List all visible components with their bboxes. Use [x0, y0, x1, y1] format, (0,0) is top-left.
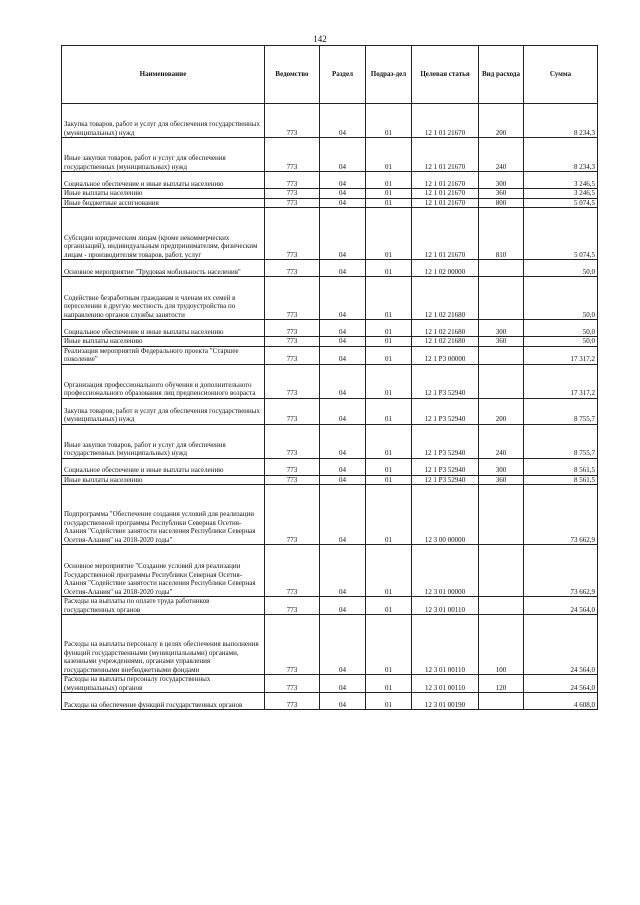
row-name-cell: Иные выплаты населению [62, 475, 265, 485]
row-department-cell: 773 [265, 138, 320, 172]
row-section-cell: 04 [320, 545, 366, 597]
table-row [62, 364, 598, 398]
row-target-article-cell: 12 3 01 00110 [412, 615, 479, 675]
row-expense-type-cell: 360 [479, 337, 524, 347]
table-row [62, 337, 598, 347]
row-department-cell: 773 [265, 364, 320, 398]
row-department-cell: 773 [265, 693, 320, 710]
header-department: Ведомство [265, 46, 320, 104]
row-amount-cell: 8 755,7 [524, 424, 598, 458]
row-expense-type-cell: 800 [479, 198, 524, 208]
table-row [62, 615, 598, 675]
header-row [62, 46, 598, 104]
row-department-cell: 773 [265, 458, 320, 475]
row-section-cell: 04 [320, 189, 366, 199]
row-subsection-cell: 01 [366, 364, 412, 398]
row-target-article-cell: 12 1 01 21670 [412, 198, 479, 208]
row-amount-cell: 3 246,5 [524, 189, 598, 199]
row-amount-cell: 8 561,5 [524, 475, 598, 485]
table-row [62, 458, 598, 475]
row-target-article-cell: 12 1 02 21680 [412, 277, 479, 320]
row-target-article-cell: 12 1 P3 52940 [412, 475, 479, 485]
row-subsection-cell: 01 [366, 485, 412, 545]
row-name-cell: Иные выплаты населению [62, 189, 265, 199]
row-name-cell: Социальное обеспечение и иные выплаты населению [62, 172, 265, 189]
row-department-cell: 773 [265, 337, 320, 347]
row-department-cell: 773 [265, 545, 320, 597]
row-target-article-cell: 12 3 01 00110 [412, 675, 479, 693]
row-name-cell: Расходы на выплаты персоналу государственных (муниципальных) органов [62, 675, 265, 693]
row-department-cell: 773 [265, 346, 320, 364]
row-subsection-cell: 01 [366, 277, 412, 320]
row-target-article-cell: 12 1 02 21680 [412, 337, 479, 347]
row-department-cell: 773 [265, 398, 320, 424]
row-name-cell: Реализация мероприятий Федерального проекта "Старшее поколение" [62, 346, 265, 364]
row-section-cell: 04 [320, 198, 366, 208]
row-expense-type-cell: 360 [479, 189, 524, 199]
row-name-cell: Содействие безработным гражданам и членам их семей в переселении в другую местность для трудоустройства по направлению органов службы занятости [62, 277, 265, 320]
row-name-cell: Закупка товаров, работ и услуг для обеспечения государственных (муниципальных) нужд [62, 398, 265, 424]
row-name-cell: Иные закупки товаров, работ и услуг для обеспечения государственных (муниципальных) нужд [62, 138, 265, 172]
row-amount-cell: 24 564,0 [524, 597, 598, 615]
row-name-cell: Основное мероприятие "Трудовая мобильность населения" [62, 260, 265, 277]
row-department-cell: 773 [265, 208, 320, 260]
row-target-article-cell: 12 3 01 00190 [412, 693, 479, 710]
row-subsection-cell: 01 [366, 320, 412, 337]
table-row [62, 424, 598, 458]
row-amount-cell: 8 561,5 [524, 458, 598, 475]
table-row [62, 475, 598, 485]
row-amount-cell: 24 564,0 [524, 615, 598, 675]
row-expense-type-cell [479, 485, 524, 545]
row-amount-cell: 3 246,5 [524, 172, 598, 189]
row-expense-type-cell [479, 597, 524, 615]
row-department-cell: 773 [265, 198, 320, 208]
row-name-cell: Иные выплаты населению [62, 337, 265, 347]
table-row [62, 320, 598, 337]
row-section-cell: 04 [320, 104, 366, 138]
row-section-cell: 04 [320, 475, 366, 485]
row-expense-type-cell: 360 [479, 475, 524, 485]
table-row [62, 693, 598, 710]
row-subsection-cell: 01 [366, 172, 412, 189]
row-section-cell: 04 [320, 693, 366, 710]
table-row [62, 260, 598, 277]
row-amount-cell: 17 317,2 [524, 364, 598, 398]
table-row [62, 675, 598, 693]
row-section-cell: 04 [320, 597, 366, 615]
budget-table [61, 45, 598, 710]
row-amount-cell: 50,0 [524, 337, 598, 347]
row-expense-type-cell: 300 [479, 320, 524, 337]
row-expense-type-cell [479, 693, 524, 710]
row-name-cell: Закупка товаров, работ и услуг для обеспечения государственных (муниципальных) нужд [62, 104, 265, 138]
row-section-cell: 04 [320, 260, 366, 277]
header-target-article: Целевая статья [412, 46, 479, 104]
row-target-article-cell: 12 1 P3 00000 [412, 346, 479, 364]
row-target-article-cell: 12 1 01 21670 [412, 189, 479, 199]
row-section-cell: 04 [320, 675, 366, 693]
row-target-article-cell: 12 1 P3 52940 [412, 398, 479, 424]
row-department-cell: 773 [265, 675, 320, 693]
table-row [62, 597, 598, 615]
row-subsection-cell: 01 [366, 198, 412, 208]
row-department-cell: 773 [265, 475, 320, 485]
row-subsection-cell: 01 [366, 337, 412, 347]
row-target-article-cell: 12 3 00 00000 [412, 485, 479, 545]
row-name-cell: Подпрограмма "Обеспечение создания условий для реализации государственной программы Республики Северная Осетия-Алания "Содействие занятости населения Республики Северная Осетия-Алания" на 2018-2020 годы" [62, 485, 265, 545]
row-department-cell: 773 [265, 260, 320, 277]
table-body [62, 104, 598, 710]
table-row [62, 545, 598, 597]
row-amount-cell: 8 755,7 [524, 398, 598, 424]
table-row [62, 198, 598, 208]
row-department-cell: 773 [265, 277, 320, 320]
table-row [62, 277, 598, 320]
row-section-cell: 04 [320, 337, 366, 347]
row-target-article-cell: 12 3 01 00000 [412, 545, 479, 597]
row-section-cell: 04 [320, 320, 366, 337]
row-expense-type-cell: 300 [479, 458, 524, 475]
row-amount-cell: 50,0 [524, 320, 598, 337]
row-expense-type-cell: 810 [479, 208, 524, 260]
table-row [62, 104, 598, 138]
row-expense-type-cell [479, 277, 524, 320]
row-expense-type-cell [479, 260, 524, 277]
row-amount-cell: 73 662,9 [524, 545, 598, 597]
row-amount-cell: 4 608,0 [524, 693, 598, 710]
row-target-article-cell: 12 1 02 00000 [412, 260, 479, 277]
row-target-article-cell: 12 1 P3 52940 [412, 458, 479, 475]
row-name-cell: Расходы на выплаты персоналу в целях обеспечения выполнения функций государственными (муниципальными) органами, казенными учреждениями, органами управления государственными внебюджетными фондами [62, 615, 265, 675]
row-subsection-cell: 01 [366, 398, 412, 424]
row-name-cell: Социальное обеспечение и иные выплаты населению [62, 320, 265, 337]
row-name-cell: Иные бюджетные ассигнования [62, 198, 265, 208]
table-row [62, 208, 598, 260]
row-expense-type-cell: 300 [479, 172, 524, 189]
row-subsection-cell: 01 [366, 208, 412, 260]
row-section-cell: 04 [320, 424, 366, 458]
row-target-article-cell: 12 3 01 00110 [412, 597, 479, 615]
row-expense-type-cell: 200 [479, 398, 524, 424]
row-amount-cell: 17 317,2 [524, 346, 598, 364]
header-subsection: Подраз-дел [366, 46, 412, 104]
table-row [62, 346, 598, 364]
row-amount-cell: 8 234,3 [524, 138, 598, 172]
row-subsection-cell: 01 [366, 475, 412, 485]
row-department-cell: 773 [265, 189, 320, 199]
row-name-cell: Социальное обеспечение и иные выплаты населению [62, 458, 265, 475]
row-department-cell: 773 [265, 424, 320, 458]
row-amount-cell: 24 564,0 [524, 675, 598, 693]
row-subsection-cell: 01 [366, 693, 412, 710]
row-subsection-cell: 01 [366, 138, 412, 172]
row-amount-cell: 50,0 [524, 277, 598, 320]
row-subsection-cell: 01 [366, 675, 412, 693]
row-section-cell: 04 [320, 485, 366, 545]
row-subsection-cell: 01 [366, 424, 412, 458]
row-target-article-cell: 12 1 P3 52940 [412, 424, 479, 458]
row-department-cell: 773 [265, 615, 320, 675]
header-name: Наименование [62, 46, 265, 104]
row-target-article-cell: 12 1 01 21670 [412, 138, 479, 172]
header-expense-type: Вид расхода [479, 46, 524, 104]
table-row [62, 189, 598, 199]
table-row [62, 138, 598, 172]
row-subsection-cell: 01 [366, 458, 412, 475]
row-name-cell: Субсидии юридическим лицам (кроме некоммерческих организаций), индивидуальным предпринимателям, физическим лицам - производителям товаров, работ, услуг [62, 208, 265, 260]
row-department-cell: 773 [265, 320, 320, 337]
table-row [62, 485, 598, 545]
row-target-article-cell: 12 1 02 21680 [412, 320, 479, 337]
header-section: Раздел [320, 46, 366, 104]
row-amount-cell: 73 662,9 [524, 485, 598, 545]
row-section-cell: 04 [320, 398, 366, 424]
row-section-cell: 04 [320, 208, 366, 260]
row-section-cell: 04 [320, 138, 366, 172]
row-amount-cell: 5 074,5 [524, 208, 598, 260]
row-section-cell: 04 [320, 615, 366, 675]
row-name-cell: Основное мероприятие "Создание условий для реализации Государственной программы Республики Северная Осетия-Алания "Содействие занятости населения Республики Северная Осетия-Алания" на 2018-2020 годы" [62, 545, 265, 597]
row-subsection-cell: 01 [366, 260, 412, 277]
row-target-article-cell: 12 1 01 21670 [412, 208, 479, 260]
row-department-cell: 773 [265, 597, 320, 615]
row-department-cell: 773 [265, 104, 320, 138]
row-target-article-cell: 12 1 01 21670 [412, 172, 479, 189]
row-amount-cell: 8 234,3 [524, 104, 598, 138]
row-expense-type-cell: 240 [479, 138, 524, 172]
row-target-article-cell: 12 1 01 21670 [412, 104, 479, 138]
row-name-cell: Расходы на выплаты по оплате труда работников государственных органов [62, 597, 265, 615]
row-expense-type-cell [479, 346, 524, 364]
row-expense-type-cell [479, 545, 524, 597]
row-expense-type-cell: 120 [479, 675, 524, 693]
row-section-cell: 04 [320, 277, 366, 320]
row-subsection-cell: 01 [366, 545, 412, 597]
row-expense-type-cell: 100 [479, 615, 524, 675]
row-name-cell: Расходы на обеспечение функций государственных органов [62, 693, 265, 710]
row-section-cell: 04 [320, 364, 366, 398]
row-expense-type-cell: 240 [479, 424, 524, 458]
row-department-cell: 773 [265, 485, 320, 545]
table-row [62, 398, 598, 424]
row-subsection-cell: 01 [366, 189, 412, 199]
row-section-cell: 04 [320, 458, 366, 475]
row-name-cell: Организация профессионального обучения и дополнительного профессионального образования лиц предпенсионного возраста [62, 364, 265, 398]
row-section-cell: 04 [320, 346, 366, 364]
row-amount-cell: 5 074,5 [524, 198, 598, 208]
table-row [62, 172, 598, 189]
row-target-article-cell: 12 1 P3 52940 [412, 364, 479, 398]
row-expense-type-cell [479, 364, 524, 398]
row-subsection-cell: 01 [366, 597, 412, 615]
row-name-cell: Иные закупки товаров, работ и услуг для обеспечения государственных (муниципальных) нужд [62, 424, 265, 458]
row-amount-cell: 50,0 [524, 260, 598, 277]
row-subsection-cell: 01 [366, 346, 412, 364]
row-section-cell: 04 [320, 172, 366, 189]
row-expense-type-cell: 200 [479, 104, 524, 138]
header-amount: Сумма [524, 46, 598, 104]
row-subsection-cell: 01 [366, 615, 412, 675]
page-number: 142 [313, 34, 327, 44]
row-subsection-cell: 01 [366, 104, 412, 138]
row-department-cell: 773 [265, 172, 320, 189]
